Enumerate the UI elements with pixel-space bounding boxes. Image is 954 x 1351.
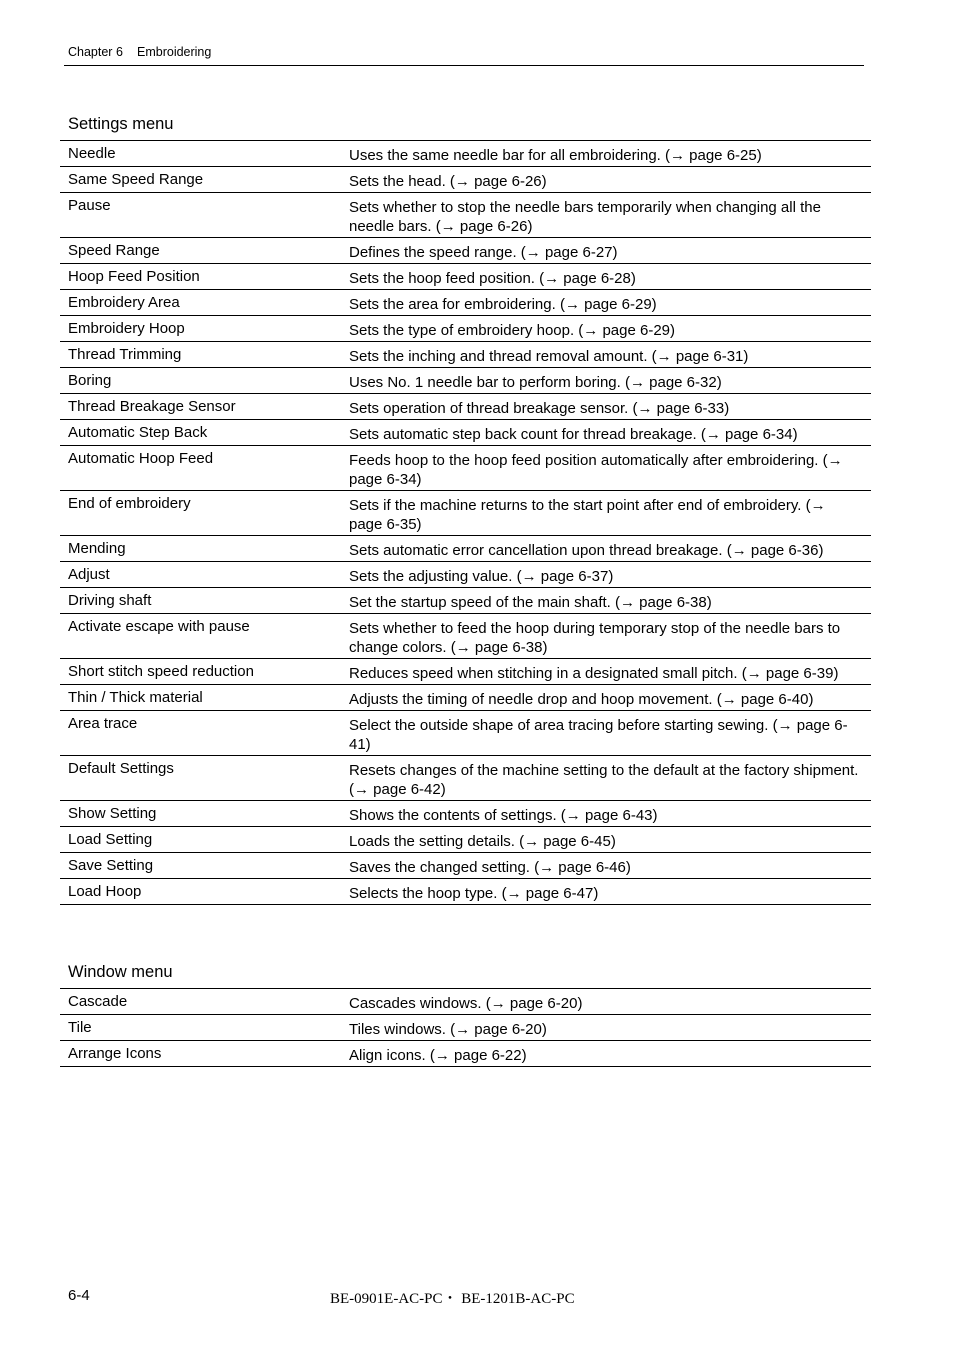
table-row: [60, 711, 871, 756]
table-row: [60, 394, 871, 420]
description-cell: Adjusts the timing of needle drop and hoop movement. (→ page 6-40): [349, 691, 814, 708]
table-row: [60, 167, 871, 193]
command-cell: Thread Breakage Sensor: [68, 398, 236, 415]
description-cell: Sets the area for embroidering. (→ page 6-29): [349, 296, 657, 313]
description-cell: Sets operation of thread breakage sensor. (→ page 6-33): [349, 400, 730, 417]
table-row: [60, 562, 871, 588]
description-cell: Loads the setting details. (→ page 6-45): [349, 833, 616, 850]
table-row: [60, 1041, 871, 1067]
table-row: [60, 1015, 871, 1041]
description-cell: Sets the adjusting value. (→ page 6-37): [349, 568, 614, 585]
command-cell: Load Setting: [68, 831, 153, 848]
description-cell: Resets changes of the machine setting to the default at the factory shipment. (→ page 6-42): [349, 762, 859, 798]
table-row: [60, 316, 871, 342]
description-cell: Sets automatic error cancellation upon thread breakage. (→ page 6-36): [349, 542, 824, 559]
command-cell: Needle: [68, 145, 116, 162]
description-cell: Sets automatic step back count for thread breakage. (→ page 6-34): [349, 426, 798, 443]
command-cell: Thin / Thick material: [68, 689, 203, 706]
description-cell: Sets the hoop feed position. (→ page 6-28): [349, 270, 636, 287]
description-cell: Select the outside shape of area tracing before starting sewing. (→ page 6-41): [349, 717, 848, 753]
command-cell: Speed Range: [68, 242, 160, 259]
command-cell: Pause: [68, 197, 111, 214]
command-cell: Tile: [68, 1019, 92, 1036]
command-cell: Embroidery Hoop: [68, 320, 185, 337]
description-cell: Align icons. (→ page 6-22): [349, 1047, 527, 1064]
command-cell: Default Settings: [68, 760, 174, 777]
command-cell: Activate escape with pause: [68, 618, 250, 635]
command-cell: Same Speed Range: [68, 171, 204, 188]
command-cell: Load Hoop: [68, 883, 142, 900]
command-cell: Hoop Feed Position: [68, 268, 200, 285]
table-row: [60, 446, 871, 491]
description-cell: Defines the speed range. (→ page 6-27): [349, 244, 618, 261]
command-cell: Boring: [68, 372, 112, 389]
command-cell: Thread Trimming: [68, 346, 182, 363]
command-cell: End of embroidery: [68, 495, 191, 512]
table-row: [60, 290, 871, 316]
table-row: [60, 238, 871, 264]
command-cell: Arrange Icons: [68, 1045, 162, 1062]
command-cell: Cascade: [68, 993, 128, 1010]
table-row: [60, 827, 871, 853]
table-row: [60, 264, 871, 290]
command-cell: Area trace: [68, 715, 138, 732]
table-row: [60, 193, 871, 238]
description-cell: Sets the head. (→ page 6-26): [349, 173, 547, 190]
window-menu-table: [60, 988, 871, 1067]
command-cell: Automatic Hoop Feed: [68, 450, 214, 467]
table-row: [60, 491, 871, 536]
table-row: [60, 989, 871, 1015]
table-row: [60, 801, 871, 827]
table-row: [60, 756, 871, 801]
table-row: [60, 614, 871, 659]
model-number: BE-0901E-AC-PC・ BE-1201B-AC-PC: [330, 1291, 575, 1307]
chapter-title: Embroidering: [137, 45, 212, 59]
table-row: [60, 879, 871, 905]
description-cell: Sets whether to stop the needle bars temporarily when changing all the needle bars. (→ page 6-26): [349, 199, 821, 235]
command-cell: Automatic Step Back: [68, 424, 208, 441]
table-row: [60, 659, 871, 685]
description-cell: Selects the hoop type. (→ page 6-47): [349, 885, 599, 902]
command-cell: Adjust: [68, 566, 110, 583]
description-cell: Shows the contents of settings. (→ page 6-43): [349, 807, 658, 824]
description-cell: Set the startup speed of the main shaft. (→ page 6-38): [349, 594, 712, 611]
description-cell: Sets whether to feed the hoop during temporary stop of the needle bars to change colors. (→ page 6-38): [349, 620, 841, 656]
table-row: [60, 368, 871, 394]
command-cell: Mending: [68, 540, 126, 557]
table-row: [60, 536, 871, 562]
description-cell: Sets the type of embroidery hoop. (→ page 6-29): [349, 322, 676, 339]
description-cell: Reduces speed when stitching in a designated small pitch. (→ page 6-39): [349, 665, 839, 682]
table-row: [60, 342, 871, 368]
table-row: [60, 685, 871, 711]
table-row: [60, 588, 871, 614]
description-cell: Tiles windows. (→ page 6-20): [349, 1021, 547, 1038]
description-cell: Saves the changed setting. (→ page 6-46): [349, 859, 631, 876]
page-header: [64, 44, 864, 66]
description-cell: Uses No. 1 needle bar to perform boring. (→ page 6-32): [349, 374, 722, 391]
table-row: [60, 853, 871, 879]
settings-menu-title: Settings menu: [68, 115, 174, 133]
description-cell: Sets if the machine returns to the start point after end of embroidery. (→ page 6-35): [349, 497, 826, 533]
chapter-label: Chapter 6: [68, 45, 123, 59]
command-cell: Driving shaft: [68, 592, 152, 609]
command-cell: Show Setting: [68, 805, 157, 822]
description-cell: Feeds hoop to the hoop feed position automatically after embroidering. (→ page 6-34): [349, 452, 843, 488]
description-cell: Uses the same needle bar for all embroidering. (→ page 6-25): [349, 147, 762, 164]
table-row: [60, 141, 871, 167]
page-number: 6-4: [68, 1287, 90, 1304]
command-cell: Save Setting: [68, 857, 154, 874]
table-row: [60, 420, 871, 446]
description-cell: Sets the inching and thread removal amount. (→ page 6-31): [349, 348, 749, 365]
command-cell: Embroidery Area: [68, 294, 180, 311]
window-menu-title: Window menu: [68, 963, 173, 981]
settings-menu-table: [60, 140, 871, 905]
command-cell: Short stitch speed reduction: [68, 663, 254, 680]
description-cell: Cascades windows. (→ page 6-20): [349, 995, 583, 1012]
